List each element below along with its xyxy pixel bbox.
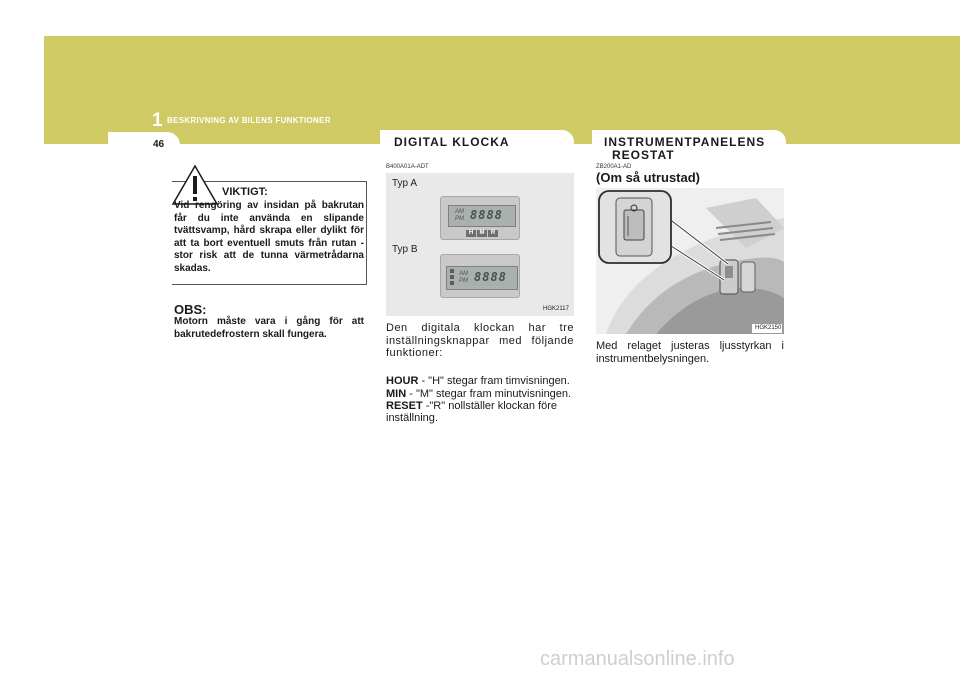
reostat-heading-line1: INSTRUMENTPANELENS <box>604 135 766 149</box>
function-reset-continuation: inställning. <box>386 412 438 424</box>
function-min-desc: - "M" stegar fram minutvisningen. <box>406 388 572 400</box>
clock-b-am: AM <box>459 271 468 277</box>
function-hour <box>386 375 570 388</box>
watermark-footer: carmanualsonline.info <box>540 648 735 670</box>
clock-section-code: B400A01A-ADT <box>386 164 429 170</box>
clock-b-pm: PM <box>459 278 468 284</box>
reostat-section-code: ZB200A1-AD <box>596 164 632 170</box>
reostat-figure-code: HGK2150 <box>755 325 782 331</box>
clock-reset-button: R <box>488 230 498 237</box>
function-hour-desc: - "H" stegar fram timvisningen. <box>418 375 570 387</box>
reostat-heading-line2: REOSTAT <box>612 148 675 162</box>
clock-b-reset-button <box>450 281 454 285</box>
reostat-subheading: (Om så utrustad) <box>596 170 701 185</box>
function-reset <box>386 400 557 413</box>
header-band <box>44 36 960 144</box>
type-b-label: Typ B <box>392 244 418 255</box>
clock-b-digits: 8888 <box>474 270 507 284</box>
function-min-key: MIN <box>386 388 407 400</box>
dashboard-rheostat-figure <box>596 188 784 334</box>
clock-a-pm: PM <box>455 216 464 222</box>
clock-figure-code: HGK2117 <box>543 306 569 312</box>
chapter-title: BESKRIVNING AV BILENS FUNKTIONER <box>167 116 331 125</box>
chapter-number: 1 <box>152 110 163 131</box>
clock-b-min-button <box>450 275 454 279</box>
warning-text: Vid rengöring av insidan på bakrutan får du inte använda en slipande tvättsvamp, hård skrapa eller dylikt för att ta bort eventuell smuts från rutan - stor risk att de tunna värmetrådarna skadas. <box>174 200 364 274</box>
clock-b-hour-button <box>450 269 454 273</box>
page-number: 46 <box>153 139 165 150</box>
reostat-text: Med relaget justeras ljusstyrkan i instrumentbelysningen. <box>596 340 784 365</box>
note-title: OBS: <box>174 302 207 317</box>
clock-a-digits: 8888 <box>470 208 503 222</box>
type-a-label: Typ A <box>392 178 418 189</box>
note-text: Motorn måste vara i gång för att bakrutedefrostern skall fungera. <box>174 316 364 340</box>
clock-intro-text: Den digitala klockan har tre inställningsknappar med följande funktioner: <box>386 322 574 359</box>
page-number-tab <box>108 132 180 158</box>
function-reset-key: RESET <box>386 400 423 412</box>
function-min <box>386 388 571 401</box>
function-hour-key: HOUR <box>386 375 419 387</box>
digital-clock-heading: DIGITAL KLOCKA <box>394 135 510 149</box>
clock-a-am: AM <box>455 209 464 215</box>
clock-hour-button: H <box>466 230 476 237</box>
function-reset-desc: -"R" nollställer klockan före <box>422 400 558 412</box>
clock-min-button: M <box>477 230 487 237</box>
warning-title: VIKTIGT: <box>222 186 268 198</box>
